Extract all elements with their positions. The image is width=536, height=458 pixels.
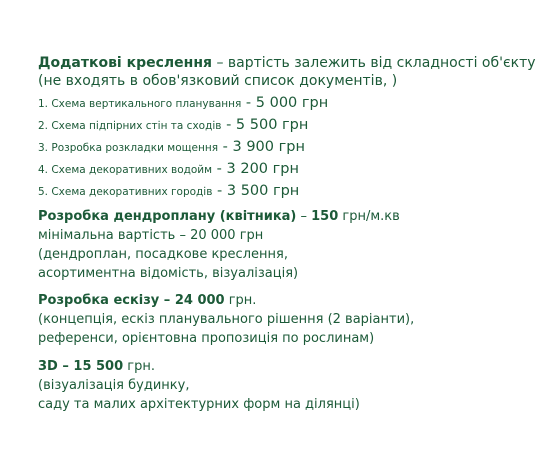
list-item — [38, 159, 536, 181]
dendroplan-heading — [38, 207, 400, 226]
additional-drawings-title: Додаткові креслення — [38, 55, 213, 71]
list-item-price: - 5 000 грн — [241, 95, 329, 111]
sketch-desc-1: (концепція, ескіз планувального рішення (2 варіанти), — [38, 312, 415, 327]
list-item-price: - 3 200 грн — [212, 161, 299, 177]
dendroplan-section — [38, 207, 400, 283]
visualization-3d-section — [38, 357, 360, 414]
sketch-title: Розробка ескізу — [38, 293, 160, 308]
additional-drawings-heading — [38, 54, 536, 72]
dendroplan-min-label: мінімальна вартість — [38, 228, 176, 243]
dendroplan-minimum — [38, 226, 400, 245]
list-item-label: 5. Схема декоративних городів — [38, 186, 213, 198]
list-item-label: 3. Розробка розкладки мощення — [38, 142, 219, 154]
visualization-3d-desc-2: саду та малих архітектурних форм на ділянці) — [38, 397, 360, 412]
visualization-3d-desc-1: (візуалізація будинку, — [38, 378, 190, 393]
sketch-desc-2: референси, орієнтовна пропозиція по рослинам) — [38, 331, 375, 346]
additional-drawings-title-rest: – вартість залежить від складності об'єкту — [212, 55, 536, 71]
sketch-price: – 24 000 — [159, 293, 225, 308]
list-item-price: - 3 500 грн — [212, 183, 300, 199]
dendroplan-min-value: – 20 000 грн — [175, 228, 264, 243]
dendroplan-price: 150 — [311, 209, 339, 224]
sketch-heading — [38, 291, 414, 310]
additional-drawings-note: (не входять в обов'язковий список документів, ) — [38, 73, 398, 89]
list-item — [38, 137, 536, 159]
dendroplan-desc-2: асортиментна відомість, візуалізація) — [38, 266, 299, 281]
list-item-label: 4. Схема декоративних водойм — [38, 164, 213, 176]
visualization-3d-heading — [38, 357, 360, 376]
visualization-3d-title: 3D — [38, 359, 58, 374]
list-item — [38, 181, 536, 203]
sketch-section — [38, 291, 414, 348]
list-item — [38, 115, 536, 137]
dendroplan-desc-1: (дендроплан, посадкове креслення, — [38, 247, 288, 262]
sketch-unit: грн. — [224, 293, 257, 308]
dendroplan-dash: – — [296, 209, 312, 224]
visualization-3d-price: – 15 500 — [57, 359, 124, 374]
additional-drawings-section — [38, 54, 536, 203]
list-item-price: - 3 900 грн — [218, 139, 305, 155]
list-item-label: 1. Схема вертикального планування — [38, 98, 242, 110]
dendroplan-unit: грн/м.кв — [338, 209, 400, 224]
list-item-label: 2. Схема підпірних стін та сходів — [38, 120, 222, 132]
visualization-3d-unit: грн. — [123, 359, 156, 374]
dendroplan-title: Розробка дендроплану (квітника) — [38, 209, 297, 224]
list-item — [38, 93, 536, 115]
list-item-price: - 5 500 грн — [221, 117, 309, 133]
